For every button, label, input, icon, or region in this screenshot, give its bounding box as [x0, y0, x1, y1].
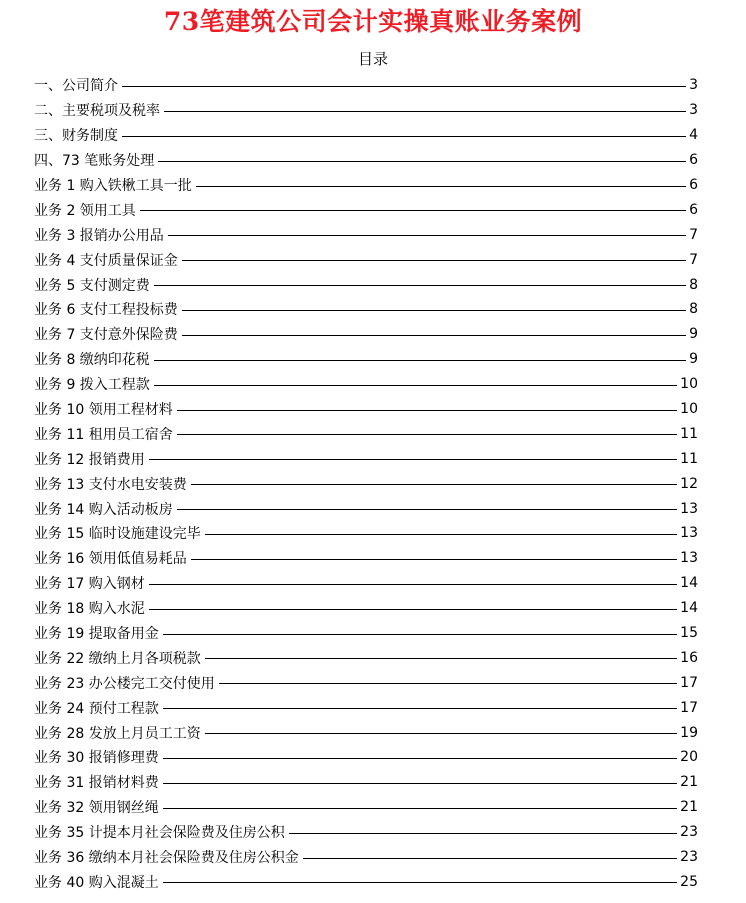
- toc-entry[interactable]: [34, 347, 698, 372]
- toc-entry-page-number: 8: [689, 276, 698, 293]
- toc-entry-label: 业务 7 支付意外保险费: [34, 327, 178, 344]
- toc-entry-label: 三、财务制度: [34, 128, 118, 145]
- document-title: 73笔建筑公司会计实操真账业务案例: [163, 7, 583, 36]
- toc-entry-page-number: 15: [680, 625, 698, 642]
- toc-leader-line: [149, 609, 677, 610]
- toc-entry-page-number: 3: [689, 77, 698, 94]
- toc-entry-page-number: 7: [689, 251, 698, 268]
- toc-entry[interactable]: [34, 820, 698, 845]
- toc-entry[interactable]: [34, 745, 698, 770]
- toc-entry-page-number: 16: [680, 649, 698, 666]
- toc-heading: 目录: [357, 50, 388, 68]
- toc-entry-page-number: 13: [680, 525, 698, 542]
- toc-entry-label: 业务 24 预付工程款: [34, 700, 159, 717]
- toc-entry-label: 业务 1 购入铁楸工具一批: [34, 178, 192, 194]
- toc-leader-line: [168, 235, 686, 236]
- toc-entry-page-number: 13: [680, 550, 698, 567]
- toc-entry-label: 一、公司简介: [34, 78, 118, 95]
- toc-entry-label: 业务 13 支付水电安装费: [34, 476, 187, 493]
- toc-entry[interactable]: [34, 297, 698, 322]
- toc-entry[interactable]: [34, 670, 698, 695]
- toc-entry[interactable]: [34, 98, 698, 123]
- toc-entry[interactable]: [34, 222, 698, 247]
- toc-leader-line: [177, 509, 677, 510]
- toc-leader-line: [205, 658, 677, 659]
- toc-entry-label: 二、主要税项及税率: [34, 103, 160, 120]
- toc-leader-line: [163, 634, 677, 635]
- toc-entry[interactable]: [34, 197, 698, 222]
- toc-entry[interactable]: [34, 770, 698, 795]
- toc-leader-line: [122, 86, 686, 87]
- toc-entry[interactable]: [34, 272, 698, 297]
- toc-entry[interactable]: [34, 521, 698, 546]
- toc-leader-line: [196, 186, 686, 187]
- toc-entry-label: 业务 2 领用工具: [34, 202, 136, 219]
- toc-entry-page-number: 14: [680, 600, 698, 617]
- toc-entry-page-number: 14: [680, 575, 698, 592]
- toc-leader-line: [219, 683, 677, 684]
- toc-leader-line: [154, 360, 686, 361]
- toc-entry-label: 业务 3 报销办公用品: [34, 227, 164, 244]
- toc-entry[interactable]: [34, 546, 698, 571]
- toc-entry-page-number: 17: [680, 699, 698, 716]
- toc-entry-label: 业务 23 办公楼完工交付使用: [34, 675, 215, 692]
- toc-entry[interactable]: [34, 73, 698, 98]
- toc-entry-label: 业务 16 领用低值易耗品: [34, 551, 187, 568]
- toc-entry[interactable]: [34, 372, 698, 397]
- toc-entry-label: 业务 19 提取备用金: [34, 626, 159, 643]
- toc-entry-page-number: 25: [680, 873, 698, 890]
- toc-entry[interactable]: [34, 173, 698, 198]
- toc-entry-label: 业务 18 购入水泥: [34, 601, 145, 618]
- toc-entry-label: 业务 30 报销修理费: [34, 750, 159, 767]
- toc-entry-label: 业务 17 购入钢材: [34, 576, 145, 593]
- toc-leader-line: [163, 783, 677, 784]
- toc-leader-line: [289, 833, 677, 834]
- toc-entry-label: 业务 4 支付质量保证金: [34, 252, 178, 269]
- toc-leader-line: [154, 285, 686, 286]
- toc-entry-label: 业务 8 缴纳印花税: [34, 352, 150, 369]
- toc-leader-line: [182, 260, 686, 261]
- toc-entry-label: 业务 32 领用钢丝绳: [34, 800, 159, 817]
- toc-entry[interactable]: [34, 446, 698, 471]
- toc-entry-page-number: 7: [689, 226, 698, 243]
- toc-leader-line: [149, 459, 677, 460]
- toc-leader-line: [205, 534, 677, 535]
- toc-entry-page-number: 17: [680, 674, 698, 691]
- toc-entry-label: 业务 14 购入活动板房: [34, 501, 173, 518]
- toc-entry-label: 业务 9 拨入工程款: [34, 377, 150, 394]
- table-of-contents: [34, 73, 698, 894]
- toc-entry-page-number: 20: [680, 749, 698, 766]
- toc-leader-line: [163, 708, 677, 709]
- toc-entry-label: 业务 22 缴纳上月各项税款: [34, 650, 201, 667]
- toc-entry-page-number: 6: [689, 152, 698, 169]
- toc-entry-page-number: 10: [680, 401, 698, 418]
- toc-leader-line: [163, 882, 677, 883]
- toc-entry-page-number: 4: [689, 127, 698, 144]
- toc-entry-label: 业务 35 计提本月社会保险费及住房公积: [34, 825, 285, 842]
- toc-entry-page-number: 12: [680, 475, 698, 492]
- toc-leader-line: [205, 733, 677, 734]
- toc-entry[interactable]: [34, 322, 698, 347]
- toc-leader-line: [163, 808, 677, 809]
- toc-leader-line: [163, 758, 677, 759]
- toc-entry-page-number: 21: [680, 799, 698, 816]
- toc-entry-label: 业务 11 租用员工宿舍: [34, 426, 173, 443]
- toc-leader-line: [191, 484, 677, 485]
- toc-leader-line: [122, 136, 686, 137]
- toc-entry[interactable]: [34, 845, 698, 870]
- toc-entry[interactable]: [34, 148, 698, 173]
- toc-leader-line: [177, 434, 677, 435]
- toc-entry-label: 业务 12 报销费用: [34, 451, 145, 468]
- toc-entry-page-number: 13: [680, 500, 698, 517]
- toc-entry-page-number: 23: [680, 824, 698, 841]
- toc-leader-line: [140, 210, 686, 211]
- toc-entry-label: 业务 40 购入混凝土: [34, 874, 159, 891]
- toc-entry-page-number: 10: [680, 376, 698, 393]
- toc-entry[interactable]: [34, 571, 698, 596]
- toc-entry-label: 业务 36 缴纳本月社会保险费及住房公积金: [34, 850, 299, 867]
- toc-leader-line: [182, 335, 686, 336]
- toc-entry-page-number: 8: [689, 301, 698, 318]
- toc-entry-label: 四、73 笔账务处理: [34, 153, 155, 170]
- toc-entry[interactable]: [34, 596, 698, 621]
- toc-entry-label: 业务 10 领用工程材料: [34, 402, 173, 419]
- toc-entry[interactable]: [34, 870, 698, 895]
- toc-entry-page-number: 9: [689, 351, 698, 368]
- toc-entry-page-number: 11: [680, 425, 698, 442]
- toc-entry[interactable]: [34, 421, 698, 446]
- toc-entry[interactable]: [34, 496, 698, 521]
- toc-entry-page-number: 21: [680, 774, 698, 791]
- toc-entry[interactable]: [34, 645, 698, 670]
- toc-entry[interactable]: [34, 247, 698, 272]
- toc-leader-line: [149, 584, 677, 585]
- toc-entry-label: 业务 28 发放上月员工工资: [34, 725, 201, 742]
- toc-entry-page-number: 6: [689, 177, 698, 193]
- toc-entry-page-number: 19: [680, 724, 698, 741]
- toc-entry-page-number: 23: [680, 849, 698, 866]
- toc-entry[interactable]: [34, 123, 698, 148]
- toc-entry[interactable]: [34, 471, 698, 496]
- toc-entry-page-number: 9: [689, 326, 698, 343]
- toc-entry-label: 业务 15 临时设施建设完毕: [34, 526, 201, 543]
- toc-entry[interactable]: [34, 621, 698, 646]
- toc-leader-line: [154, 385, 677, 386]
- toc-entry-page-number: 3: [689, 102, 698, 119]
- toc-entry-page-number: 11: [680, 450, 698, 467]
- toc-leader-line: [164, 111, 686, 112]
- toc-entry[interactable]: [34, 795, 698, 820]
- toc-leader-line: [303, 858, 677, 859]
- toc-entry-label: 业务 6 支付工程投标费: [34, 302, 178, 319]
- toc-entry[interactable]: [34, 720, 698, 745]
- toc-entry-label: 业务 31 报销材料费: [34, 775, 159, 792]
- toc-leader-line: [191, 559, 677, 560]
- toc-entry-page-number: 6: [689, 201, 698, 218]
- toc-leader-line: [158, 161, 686, 162]
- toc-leader-line: [182, 310, 686, 311]
- toc-entry-label: 业务 5 支付测定费: [34, 277, 150, 294]
- toc-entry[interactable]: [34, 695, 698, 720]
- toc-entry[interactable]: [34, 397, 698, 422]
- toc-leader-line: [177, 410, 677, 411]
